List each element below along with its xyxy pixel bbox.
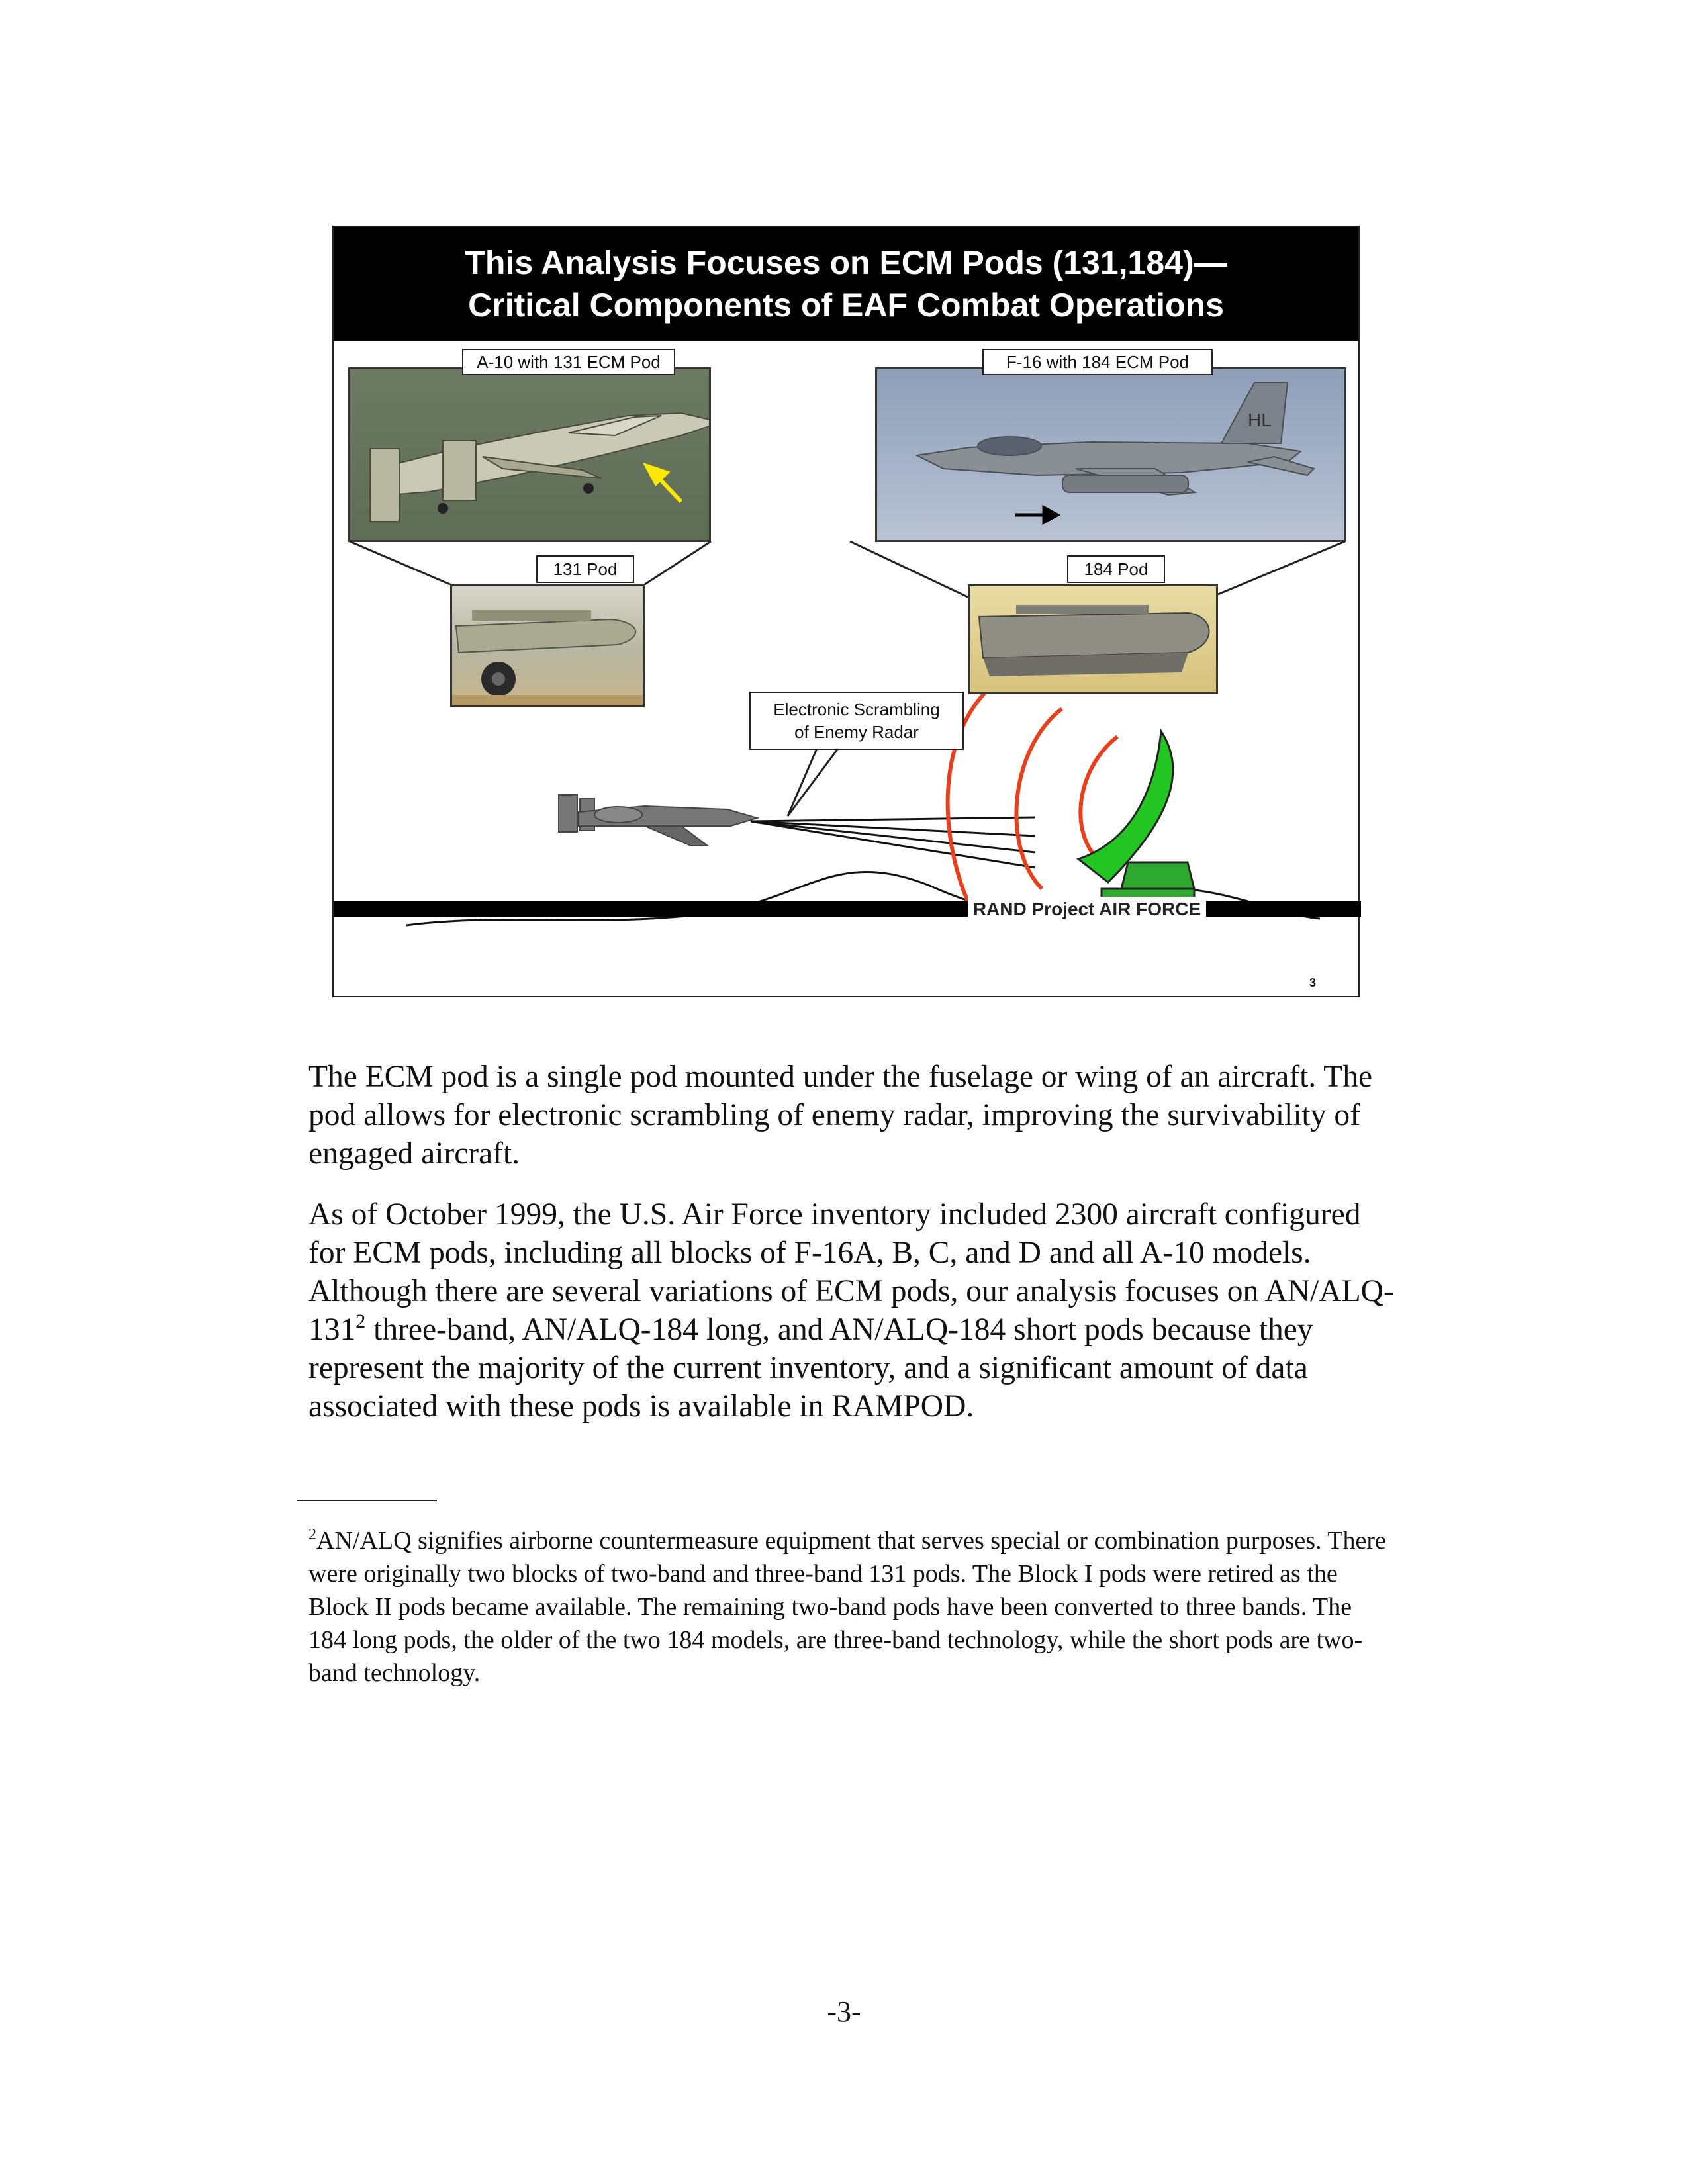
callout-184-pod: 184 Pod	[1067, 555, 1165, 583]
footnote-text: AN/ALQ signifies airborne countermeasure equipment that serves special or combination purposes. There were originally two blocks of two-band and three-band 131 pods. The Block I pods were retired as the Block II pods became available. The remaining two-band pods have been converted to three bands. The 184 long pods, the older of the two 184 models, are three-band technology, while the short pods are two-band technology.	[308, 1527, 1386, 1687]
footnote	[308, 1524, 1394, 1690]
a10-photo	[348, 367, 711, 542]
footnote-reference: 2	[355, 1310, 366, 1332]
slide-title-line-1: This Analysis Focuses on ECM Pods (131,184)—	[465, 244, 1227, 281]
pod-131-image	[452, 586, 645, 707]
callout-pointer	[788, 749, 838, 816]
callout-electronic-scrambling	[749, 692, 964, 750]
jamming-arcs	[948, 677, 1117, 917]
slide-number: 3	[1309, 976, 1316, 989]
paragraph-inventory	[308, 1195, 1394, 1426]
funnel-line-right-1	[850, 541, 969, 598]
footer-bar	[334, 901, 1361, 917]
briefing-slide	[332, 226, 1360, 997]
footnote-marker: 2	[308, 1526, 316, 1543]
slide-title-line-2: Critical Components of EAF Combat Operations	[468, 287, 1224, 324]
tail-code: HL	[1248, 410, 1272, 430]
a10-aircraft-image	[350, 369, 711, 542]
funnel-line-left-1	[350, 541, 450, 584]
pod-131-photo	[450, 584, 645, 707]
pod-184-image	[970, 586, 1218, 694]
a10-small-icon	[559, 795, 757, 846]
funnel-line-right-2	[1218, 541, 1345, 594]
callout-scrambling-line-1: Electronic Scrambling	[773, 700, 940, 719]
callout-a10-with-131-pod: A-10 with 131 ECM Pod	[462, 349, 675, 375]
page-number: -3-	[827, 1995, 861, 2028]
emission-lines	[751, 817, 1035, 868]
f16-photo	[875, 367, 1346, 542]
callout-f16-with-184-pod: F-16 with 184 ECM Pod	[982, 349, 1213, 375]
pod-184-photo	[968, 584, 1218, 694]
black-arrow-icon	[1015, 508, 1057, 522]
funnel-line-left-2	[645, 541, 711, 584]
jamming-arc-2	[1016, 709, 1062, 889]
f16-aircraft-image	[877, 369, 1346, 542]
footer-brand: RAND Project AIR FORCE	[972, 899, 1201, 919]
paragraph-ecm-pod: The ECM pod is a single pod mounted under the fuselage or wing of an aircraft. The pod allows for electronic scrambling of enemy radar, improving the survivability of engaged aircraft.	[308, 1060, 1373, 1171]
yellow-arrow-icon	[647, 466, 681, 502]
footnote-divider	[297, 1500, 437, 1501]
callout-131-pod: 131 Pod	[536, 555, 634, 583]
callout-scrambling-line-2: of Enemy Radar	[794, 722, 919, 742]
paragraph-inventory-part-1: As of October 1999, the U.S. Air Force inventory included 2300 aircraft configured for ECM pods, including all blocks of F-16A, B, C, and D and all A-10 models. Although there are several variations of ECM pods, our analysis focuses on AN/ALQ-131	[308, 1197, 1394, 1347]
paragraph-inventory-part-2: three-band, AN/ALQ-184 long, and AN/ALQ-184 short pods because they represent the majority of the current inventory, and a significant amount of data associated with these pods is available in RAMPOD.	[308, 1312, 1313, 1424]
